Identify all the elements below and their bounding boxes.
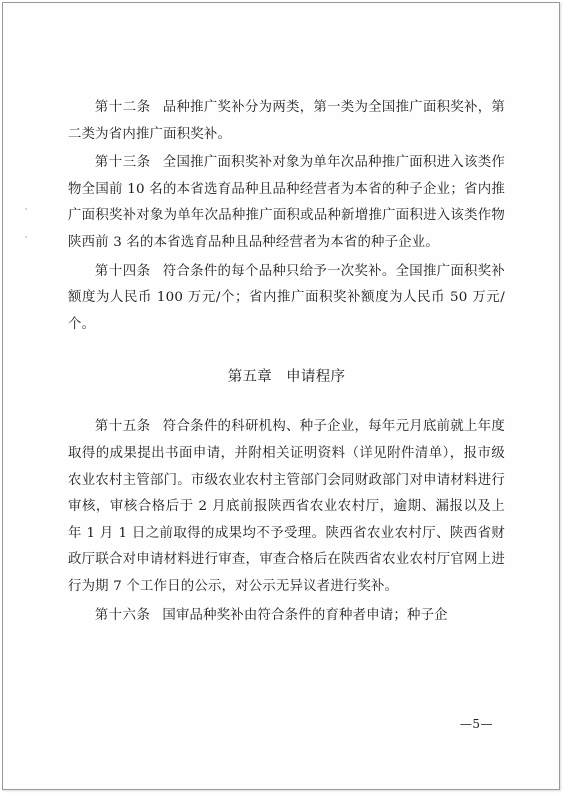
article-12 [68,95,505,148]
article-15 [68,414,505,600]
article-15-number: 第十五条 [94,419,151,435]
article-16-number: 第十六条 [94,607,151,623]
article-13-number: 第十三条 [94,155,151,171]
article-15-text: 符合条件的科研机构、种子企业，每年元月底前就上年度取得的成果提出书面申请，并附相关证明资料（详见附件清单），报市级农业农村主管部门。市级农业农村主管部门会同财政部门对申请材料进行审核，审核合格后于 2 月底前报陕西省农业农村厅，逾期、漏报以及上年 1 月 1 日之前取得的成果均不予受理。陕西省农业农村厅、陕西省财政厅联合对申请材料进行审查，审查合格后在陕西省农业农村厅官网上进行为期 7 个工作日的公示，对公示无异议者进行奖补。 [68,419,506,594]
article-14-text: 符合条件的每个品种只给予一次奖补。全国推广面积奖补额度为人民币 100 万元/个；省内推广面积奖补额度为人民币 50 万元/个。 [68,263,506,332]
scan-speck [25,236,27,238]
document-body [68,95,505,631]
document-page [2,2,560,790]
scan-speck [25,208,27,210]
page-number: —5— [459,717,493,731]
chapter-heading [68,364,505,390]
chapter-number: 第五章 [227,369,273,386]
chapter-title: 申请程序 [286,369,346,386]
article-16-text: 国审品种奖补由符合条件的育种者申请；种子企 [162,607,448,623]
article-14-number: 第十四条 [94,263,151,279]
article-12-text: 品种推广奖补分为两类，第一类为全国推广面积奖补，第二类为省内推广面积奖补。 [68,100,506,142]
article-13 [68,150,505,256]
article-13-text: 全国推广面积奖补对象为单年次品种推广面积进入该类作物全国前 10 名的本省选育品种且品种经营者为本省的种子企业；省内推广面积奖补对象为单年次品种推广面积或品种新增推广面积进入该类作物陕西前 3 名的本省选育品种且品种经营者为本省的种子企业。 [68,155,506,250]
article-14 [68,259,505,339]
article-16 [68,603,505,630]
article-12-number: 第十二条 [94,100,151,115]
